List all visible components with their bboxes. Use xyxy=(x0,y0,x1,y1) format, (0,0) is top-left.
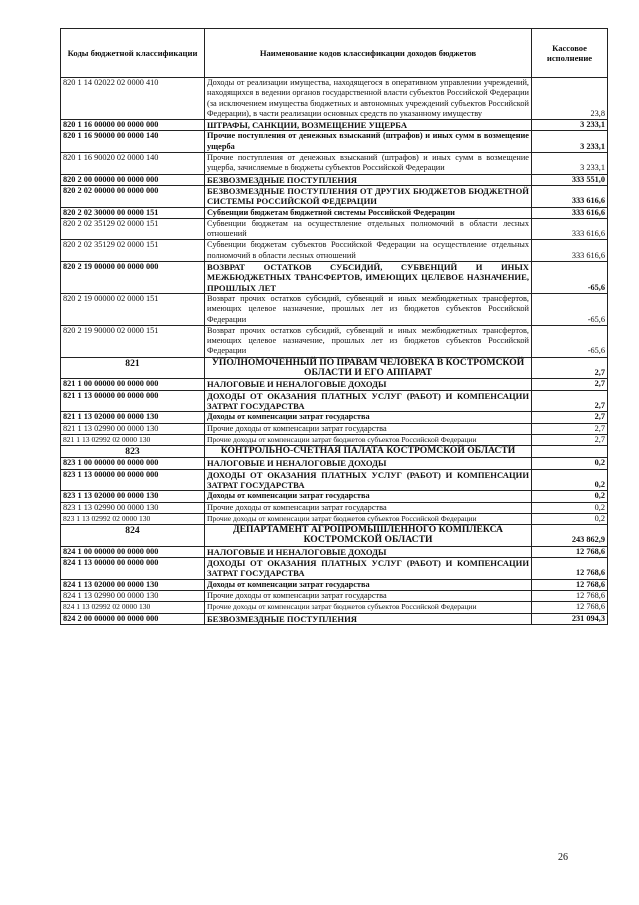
row-name: Доходы от компенсации затрат государства xyxy=(205,491,532,502)
row-code: 820 2 19 00000 00 0000 000 xyxy=(61,262,205,294)
table-row xyxy=(61,613,608,624)
row-code: 824 1 13 00000 00 0000 000 xyxy=(61,558,205,580)
row-code: 820 1 16 00000 00 0000 000 xyxy=(61,120,205,131)
header-name: Наименование кодов классификации доходов бюджетов xyxy=(205,29,532,78)
table-header-row xyxy=(61,29,608,78)
row-value: 231 094,3 xyxy=(532,613,608,624)
row-code: 821 1 13 02990 00 0000 130 xyxy=(61,423,205,434)
table-row xyxy=(61,131,608,153)
table-row xyxy=(61,491,608,502)
row-value: 12 768,6 xyxy=(532,602,608,613)
table-row xyxy=(61,293,608,325)
row-name: Возврат прочих остатков субсидий, субвенций и иных межбюджетных трансфертов, имеющих целевое назначение, прошлых лет из бюджетов субъектов Российской Федерации xyxy=(205,325,532,357)
row-name: Прочие поступления от денежных взысканий (штрафов) и иных сумм в возмещение ущерба xyxy=(205,131,532,153)
row-value: -65,6 xyxy=(532,293,608,325)
row-name: БЕЗВОЗМЕЗДНЫЕ ПОСТУПЛЕНИЯ xyxy=(205,613,532,624)
header-codes: Коды бюджетной классификации xyxy=(61,29,205,78)
row-value: 2,7 xyxy=(532,390,608,412)
row-code: 824 1 00 00000 00 0000 000 xyxy=(61,546,205,557)
table-row xyxy=(61,120,608,131)
row-value: -65,6 xyxy=(532,325,608,357)
row-name: ДОХОДЫ ОТ ОКАЗАНИЯ ПЛАТНЫХ УСЛУГ (РАБОТ) И КОМПЕНСАЦИИ ЗАТРАТ ГОСУДАРСТВА xyxy=(205,558,532,580)
row-code: 824 2 00 00000 00 0000 000 xyxy=(61,613,205,624)
row-code: 821 1 13 02992 02 0000 130 xyxy=(61,434,205,445)
row-name: НАЛОГОВЫЕ И НЕНАЛОГОВЫЕ ДОХОДЫ xyxy=(205,458,532,469)
row-code: 820 2 02 30000 00 0000 151 xyxy=(61,207,205,218)
table-row xyxy=(61,434,608,445)
row-code: 820 1 16 90020 02 0000 140 xyxy=(61,153,205,175)
table-row xyxy=(61,423,608,434)
department-row xyxy=(61,357,608,379)
row-value: 333 616,6 xyxy=(532,207,608,218)
row-name: Субвенции бюджетам субъектов Российской Федерации на осуществление отдельных полномочий в области лесных отношений xyxy=(205,240,532,262)
row-name: УПОЛНОМОЧЕННЫЙ ПО ПРАВАМ ЧЕЛОВЕКА В КОСТРОМСКОЙ ОБЛАСТИ И ЕГО АППАРАТ xyxy=(205,357,532,379)
table-row xyxy=(61,546,608,557)
row-value: -65,6 xyxy=(532,262,608,294)
row-code: 820 1 14 02022 02 0000 410 xyxy=(61,78,205,120)
row-name: ШТРАФЫ, САНКЦИИ, ВОЗМЕЩЕНИЕ УЩЕРБА xyxy=(205,120,532,131)
row-value: 3 233,1 xyxy=(532,153,608,175)
row-name: КОНТРОЛЬНО-СЧЕТНАЯ ПАЛАТА КОСТРОМСКОЙ ОБЛАСТИ xyxy=(205,446,532,458)
row-value: 3 233,1 xyxy=(532,120,608,131)
row-code: 820 2 02 00000 00 0000 000 xyxy=(61,185,205,207)
revenue-table xyxy=(60,28,608,625)
table-row xyxy=(61,390,608,412)
row-name: Прочие доходы от компенсации затрат государства xyxy=(205,590,532,601)
row-name: Возврат прочих остатков субсидий, субвенций и иных межбюджетных трансфертов, имеющих целевое назначение, прошлых лет из бюджетов субъектов Российской Федерации xyxy=(205,293,532,325)
table-row xyxy=(61,325,608,357)
row-name: Прочие доходы от компенсации затрат бюджетов субъектов Российской Федерации xyxy=(205,513,532,524)
row-code: 824 1 13 02000 00 0000 130 xyxy=(61,579,205,590)
row-name: Доходы от компенсации затрат государства xyxy=(205,579,532,590)
row-name: Доходы от реализации имущества, находящегося в оперативном управлении учреждений, находящихся в ведении органов государственной власти субъектов Российской Федерации (за исключением имущества бюджетных и автономных учреждений субъектов Российской Федерации), в части реализации основных средств по указанному имуществу xyxy=(205,78,532,120)
row-value: 12 768,6 xyxy=(532,558,608,580)
page-number: 26 xyxy=(558,852,568,863)
table-row xyxy=(61,412,608,423)
row-name: НАЛОГОВЫЕ И НЕНАЛОГОВЫЕ ДОХОДЫ xyxy=(205,379,532,390)
row-code: 823 xyxy=(61,446,205,458)
table-row xyxy=(61,558,608,580)
table-body xyxy=(61,78,608,625)
table-row xyxy=(61,590,608,601)
table-row xyxy=(61,379,608,390)
row-code: 824 1 13 02992 02 0000 130 xyxy=(61,602,205,613)
row-code: 824 xyxy=(61,525,205,547)
row-value: 2,7 xyxy=(532,423,608,434)
table-row xyxy=(61,207,608,218)
row-name: Прочие доходы от компенсации затрат государства xyxy=(205,423,532,434)
table-row xyxy=(61,469,608,491)
row-value: 2,7 xyxy=(532,412,608,423)
row-code: 823 1 13 02000 00 0000 130 xyxy=(61,491,205,502)
row-value: 2,7 xyxy=(532,379,608,390)
row-name: Прочие поступления от денежных взысканий (штрафов) и иных сумм в возмещение ущерба, зачисляемые в бюджеты субъектов Российской Федерации xyxy=(205,153,532,175)
row-name: НАЛОГОВЫЕ И НЕНАЛОГОВЫЕ ДОХОДЫ xyxy=(205,546,532,557)
row-code: 820 2 02 35129 02 0000 151 xyxy=(61,218,205,240)
row-code: 820 2 02 35129 02 0000 151 xyxy=(61,240,205,262)
table-row xyxy=(61,218,608,240)
table-row xyxy=(61,153,608,175)
row-name: БЕЗВОЗМЕЗДНЫЕ ПОСТУПЛЕНИЯ ОТ ДРУГИХ БЮДЖЕТОВ БЮДЖЕТНОЙ СИСТЕМЫ РОССИЙСКОЙ ФЕДЕРАЦИИ xyxy=(205,185,532,207)
table-row xyxy=(61,513,608,524)
row-name: Прочие доходы от компенсации затрат бюджетов субъектов Российской Федерации xyxy=(205,602,532,613)
row-value xyxy=(532,446,608,458)
table-row xyxy=(61,579,608,590)
row-value: 0,2 xyxy=(532,458,608,469)
row-value: 2,7 xyxy=(532,357,608,379)
row-code: 821 1 13 02000 00 0000 130 xyxy=(61,412,205,423)
row-name: ВОЗВРАТ ОСТАТКОВ СУБСИДИЙ, СУБВЕНЦИЙ И ИНЫХ МЕЖБЮДЖЕТНЫХ ТРАНСФЕРТОВ, ИМЕЮЩИХ ЦЕЛЕВОЕ НАЗНАЧЕНИЕ, ПРОШЛЫХ ЛЕТ xyxy=(205,262,532,294)
table-row xyxy=(61,185,608,207)
row-name: Субвенции бюджетам бюджетной системы Российской Федерации xyxy=(205,207,532,218)
row-value: 2,7 xyxy=(532,434,608,445)
department-row xyxy=(61,446,608,458)
row-code: 821 1 13 00000 00 0000 000 xyxy=(61,390,205,412)
row-value: 0,2 xyxy=(532,513,608,524)
table-row xyxy=(61,458,608,469)
row-code: 824 1 13 02990 00 0000 130 xyxy=(61,590,205,601)
table-row xyxy=(61,602,608,613)
row-code: 820 2 00 00000 00 0000 000 xyxy=(61,174,205,185)
row-value: 243 862,9 xyxy=(532,525,608,547)
table-row xyxy=(61,240,608,262)
row-value: 3 233,1 xyxy=(532,131,608,153)
row-code: 823 1 13 02992 02 0000 130 xyxy=(61,513,205,524)
row-value: 12 768,6 xyxy=(532,546,608,557)
table-row xyxy=(61,78,608,120)
row-name: ДОХОДЫ ОТ ОКАЗАНИЯ ПЛАТНЫХ УСЛУГ (РАБОТ) И КОМПЕНСАЦИИ ЗАТРАТ ГОСУДАРСТВА xyxy=(205,469,532,491)
row-code: 821 1 00 00000 00 0000 000 xyxy=(61,379,205,390)
table-row xyxy=(61,502,608,513)
department-row xyxy=(61,525,608,547)
header-amount: Кассовое исполнение xyxy=(532,29,608,78)
row-code: 820 1 16 90000 00 0000 140 xyxy=(61,131,205,153)
row-value: 23,8 xyxy=(532,78,608,120)
row-value: 333 616,6 xyxy=(532,218,608,240)
row-value: 12 768,6 xyxy=(532,590,608,601)
row-code: 820 2 19 90000 02 0000 151 xyxy=(61,325,205,357)
row-value: 333 616,6 xyxy=(532,185,608,207)
row-name: Прочие доходы от компенсации затрат государства xyxy=(205,502,532,513)
table-row xyxy=(61,174,608,185)
row-code: 823 1 13 00000 00 0000 000 xyxy=(61,469,205,491)
row-value: 333 616,6 xyxy=(532,240,608,262)
row-name: ДЕПАРТАМЕНТ АГРОПРОМЫШЛЕННОГО КОМПЛЕКСА КОСТРОМСКОЙ ОБЛАСТИ xyxy=(205,525,532,547)
row-code: 821 xyxy=(61,357,205,379)
row-name: Доходы от компенсации затрат государства xyxy=(205,412,532,423)
row-name: ДОХОДЫ ОТ ОКАЗАНИЯ ПЛАТНЫХ УСЛУГ (РАБОТ) И КОМПЕНСАЦИИ ЗАТРАТ ГОСУДАРСТВА xyxy=(205,390,532,412)
row-code: 820 2 19 00000 02 0000 151 xyxy=(61,293,205,325)
table-row xyxy=(61,262,608,294)
row-value: 0,2 xyxy=(532,469,608,491)
row-value: 333 551,0 xyxy=(532,174,608,185)
row-name: Субвенции бюджетам на осуществление отдельных полномочий в области лесных отношений xyxy=(205,218,532,240)
row-code: 823 1 13 02990 00 0000 130 xyxy=(61,502,205,513)
row-name: Прочие доходы от компенсации затрат бюджетов субъектов Российской Федерации xyxy=(205,434,532,445)
row-value: 0,2 xyxy=(532,502,608,513)
row-value: 0,2 xyxy=(532,491,608,502)
row-name: БЕЗВОЗМЕЗДНЫЕ ПОСТУПЛЕНИЯ xyxy=(205,174,532,185)
row-code: 823 1 00 00000 00 0000 000 xyxy=(61,458,205,469)
row-value: 12 768,6 xyxy=(532,579,608,590)
